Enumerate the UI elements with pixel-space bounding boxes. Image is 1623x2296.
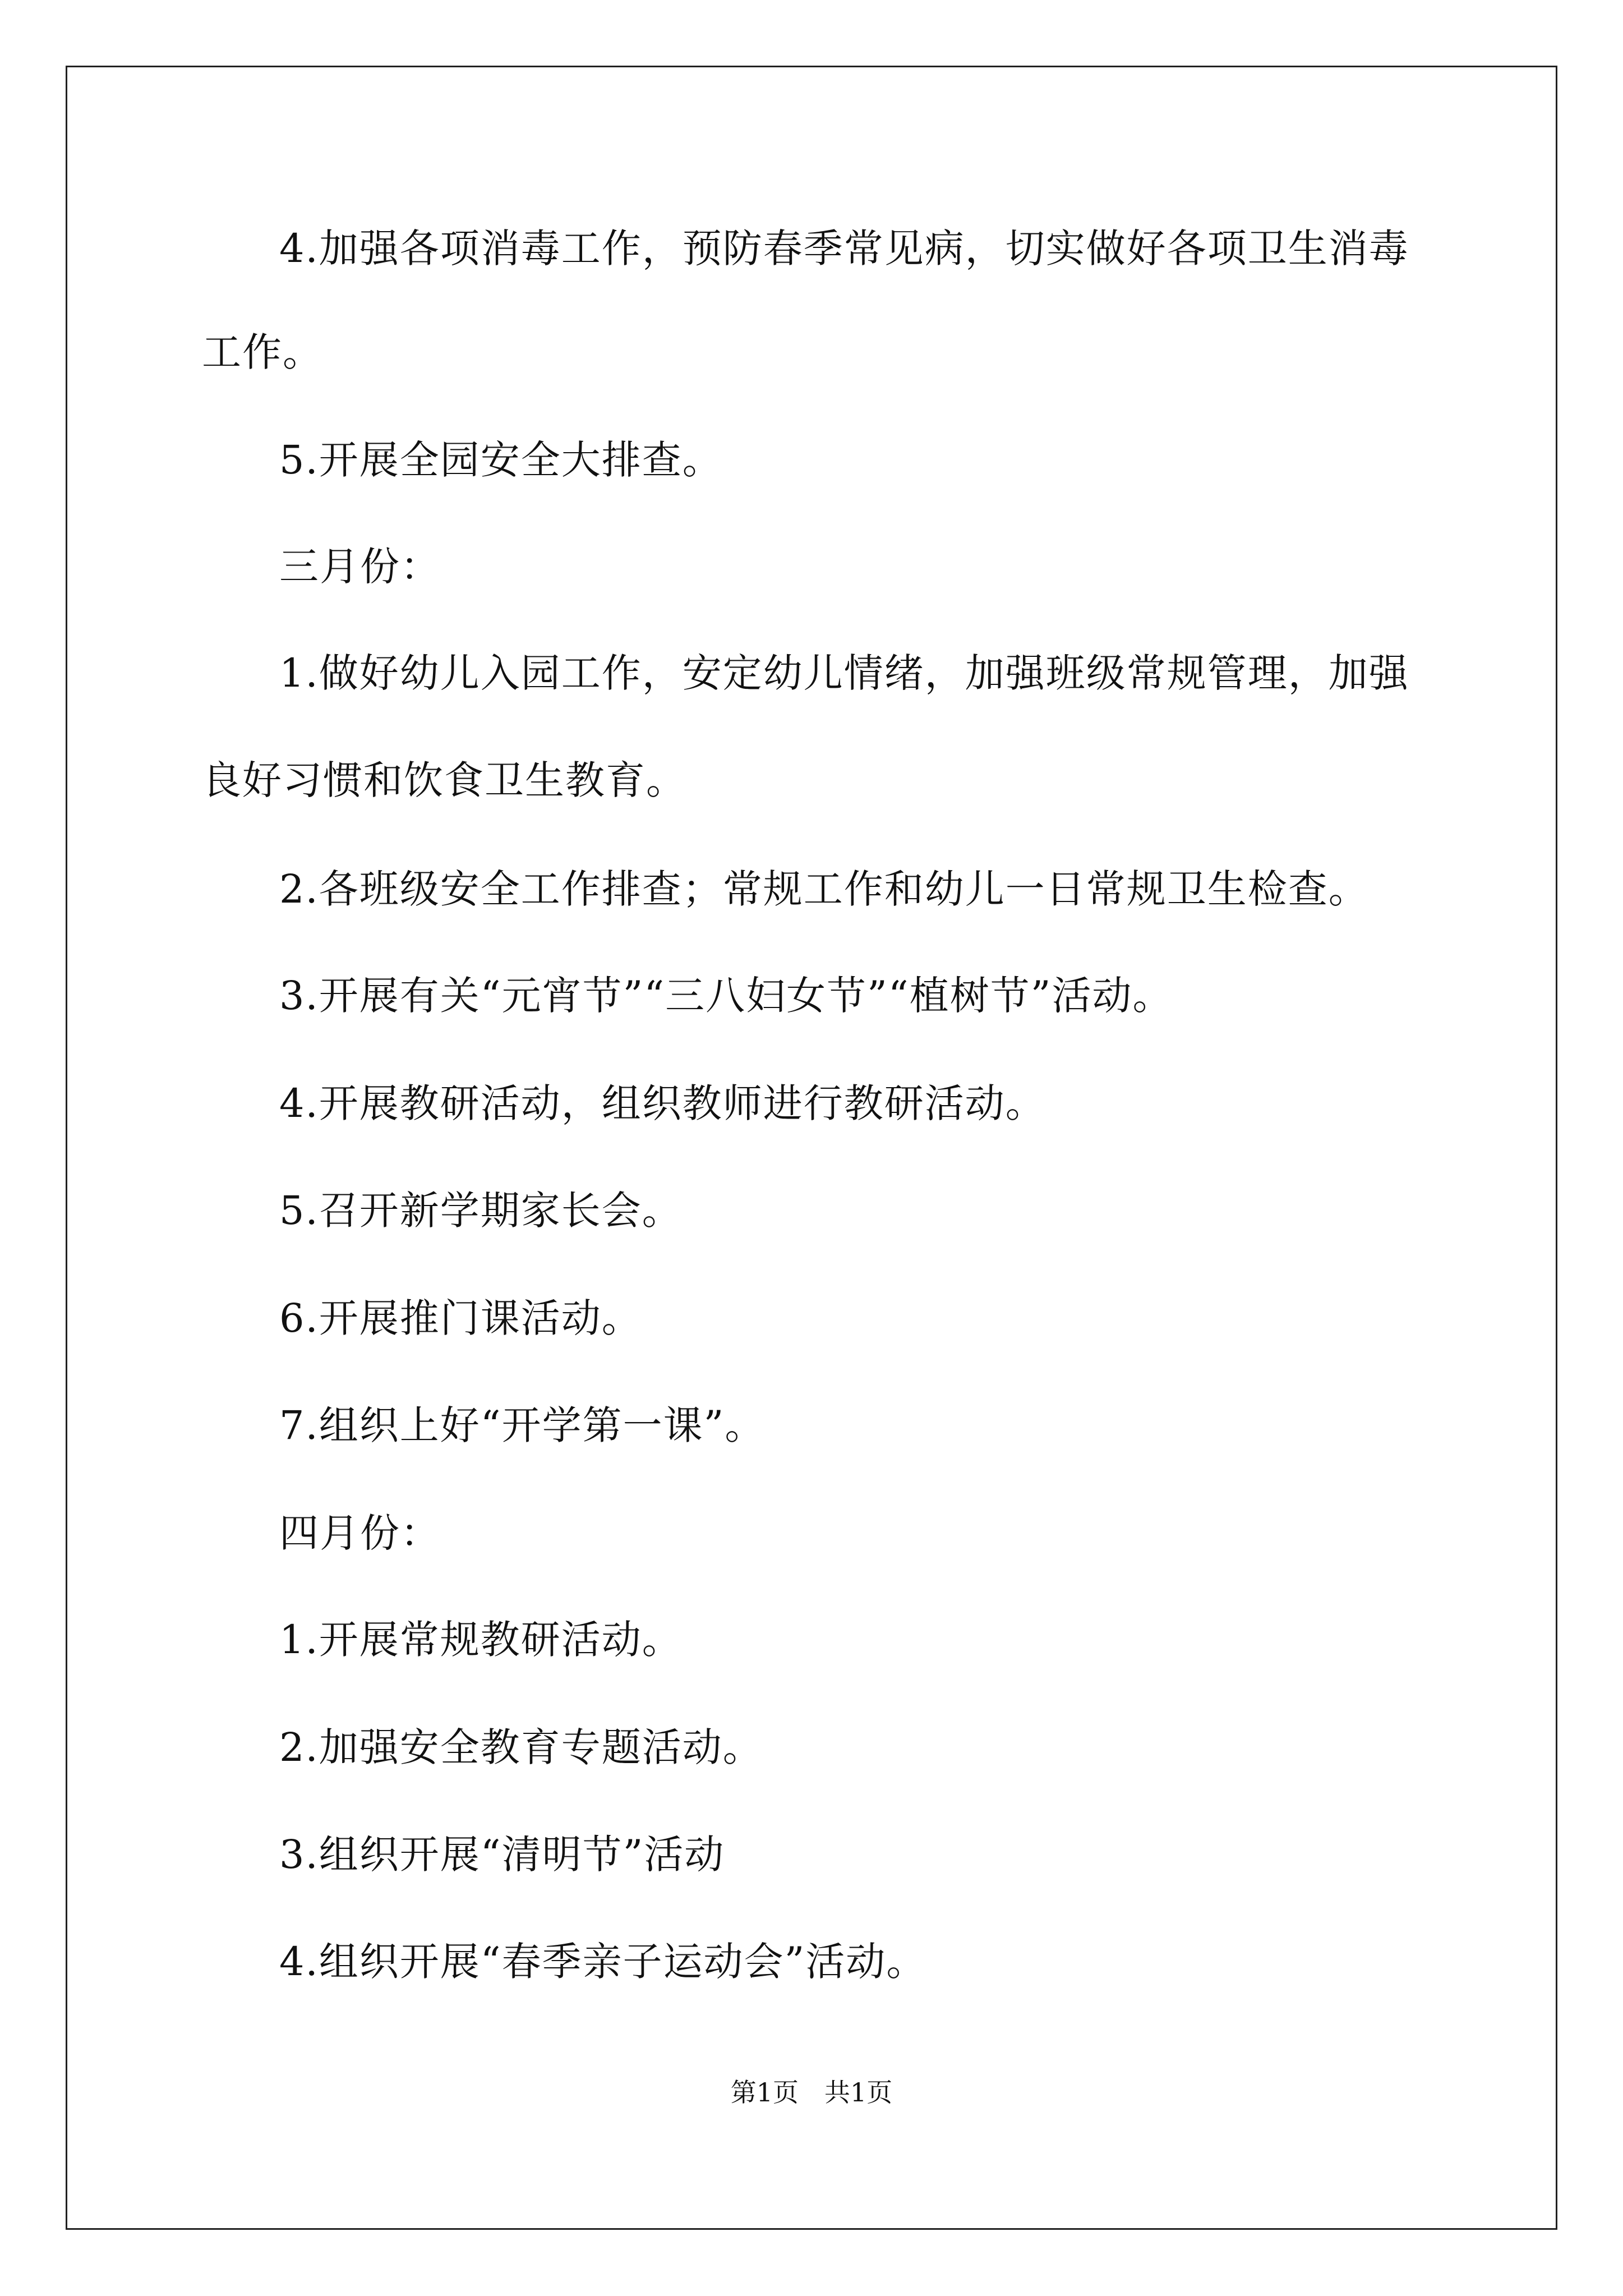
item-april-2: 2.加强安全教育专题活动。	[279, 1724, 763, 1770]
page-number: 第1页	[730, 2077, 799, 2108]
item-march-1: 1.做好幼儿入园工作，安定幼儿情绪，加强班级常规管理，加强	[279, 650, 1409, 696]
section-heading-march: 三月份：	[279, 544, 441, 590]
item-continuation: 良好习惯和饮食卫生教育。	[202, 757, 686, 803]
item-march-5: 5.召开新学期家长会。	[279, 1188, 683, 1234]
item-april-3: 3.组织开展“清明节”活动	[279, 1832, 725, 1878]
item-march-6: 6.开展推门课活动。	[279, 1295, 642, 1341]
item-march-prev-4: 4.加强各项消毒工作，预防春季常见病，切实做好各项卫生消毒	[279, 226, 1409, 272]
item-march-7: 7.组织上好“开学第一课”。	[279, 1402, 766, 1448]
page-border	[66, 66, 1557, 2230]
item-march-4: 4.开展教研活动，组织教师进行教研活动。	[279, 1080, 1046, 1126]
item-march-prev-5: 5.开展全园安全大排查。	[279, 437, 723, 483]
item-march-3: 3.开展有关“元宵节”“三八妇女节”“植树节”活动。	[279, 973, 1173, 1019]
page-footer	[0, 2076, 1623, 2109]
item-april-4: 4.组织开展“春季亲子运动会”活动。	[279, 1939, 927, 1985]
page-total: 共1页	[824, 2077, 893, 2108]
item-april-1: 1.开展常规教研活动。	[279, 1617, 683, 1663]
item-march-2: 2.各班级安全工作排查；常规工作和幼儿一日常规卫生检查。	[279, 866, 1369, 912]
item-continuation: 工作。	[202, 329, 323, 375]
section-heading-april: 四月份：	[279, 1510, 441, 1556]
